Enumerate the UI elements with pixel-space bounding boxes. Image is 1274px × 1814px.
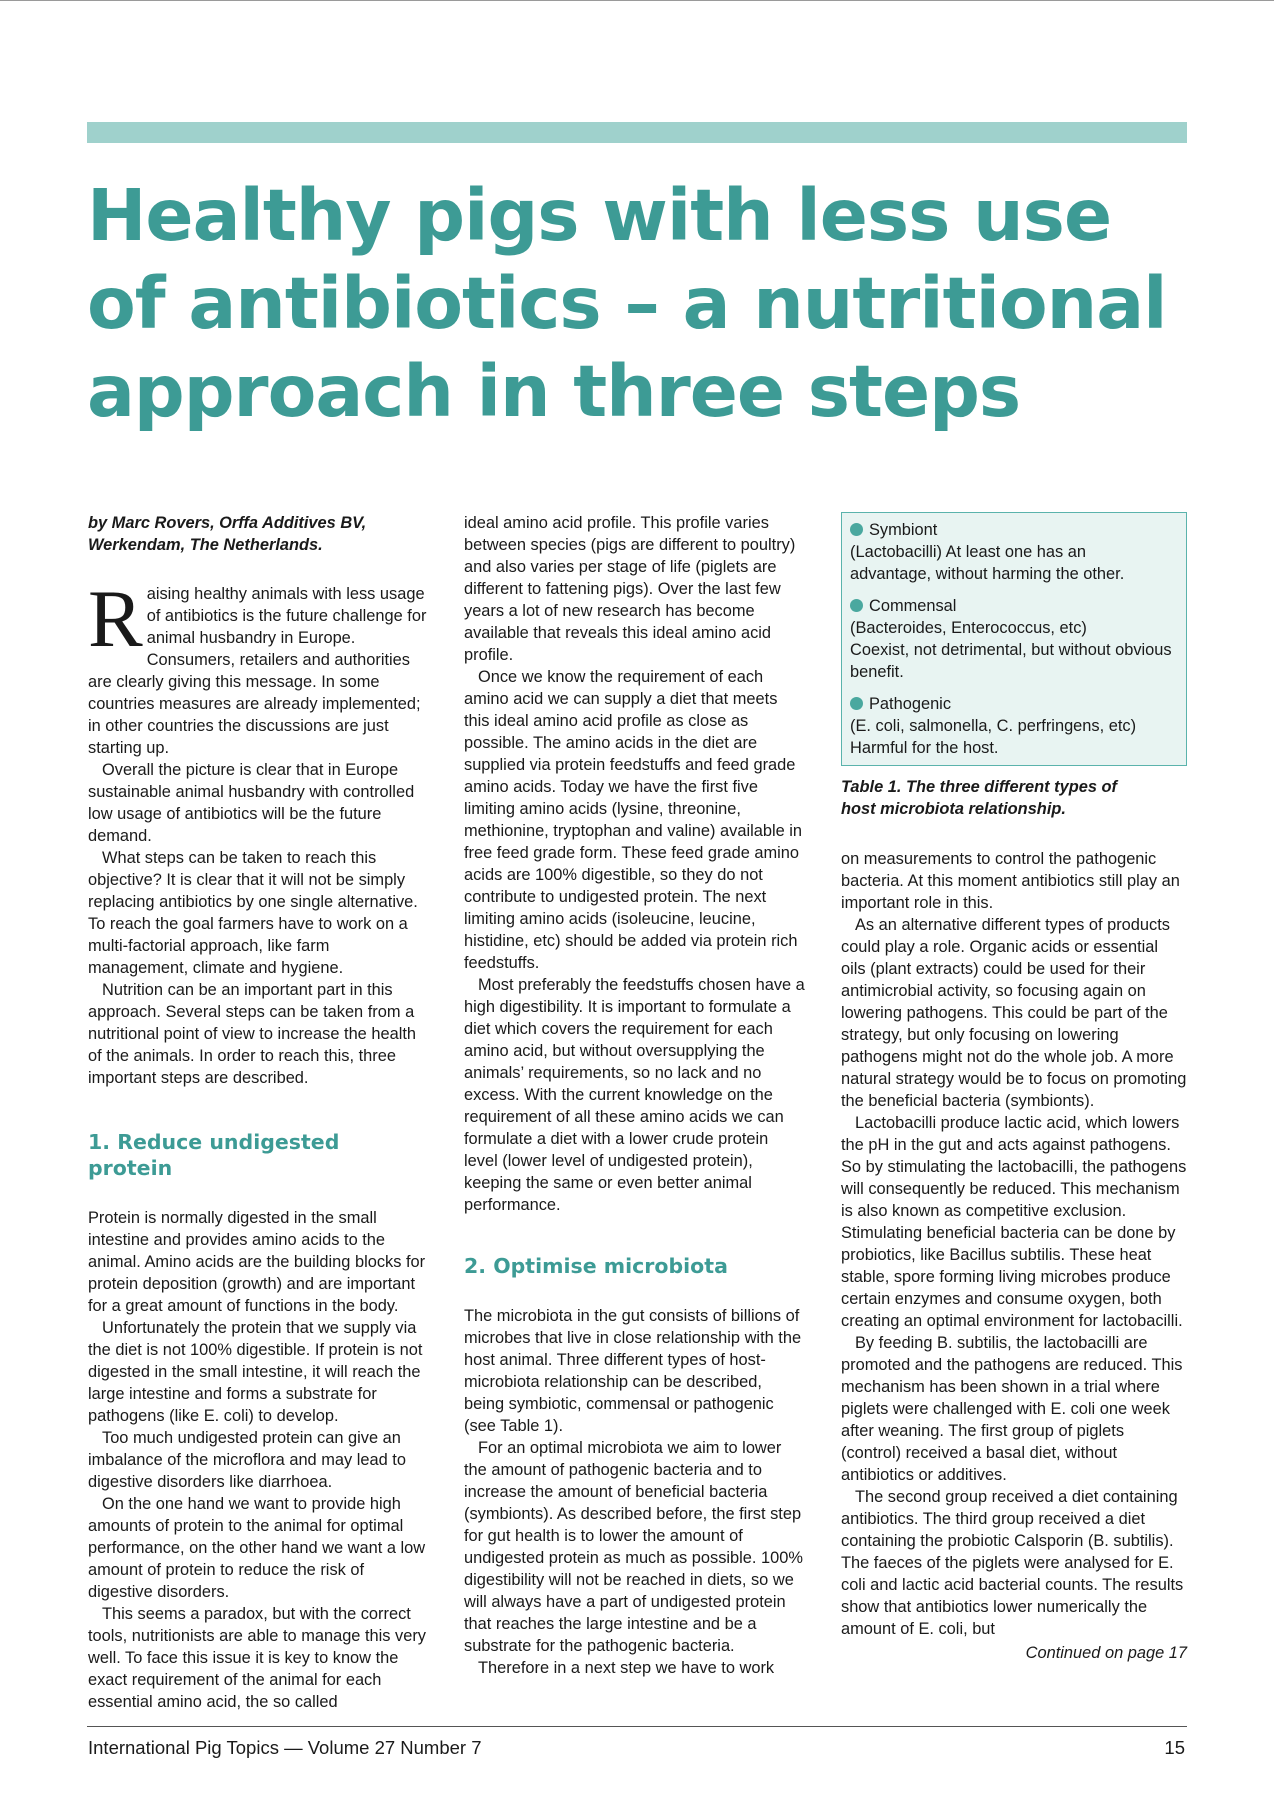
paragraph: Lactobacilli produce lactic acid, which lowers the pH in the gut and acts against pathogens. So by stimulating the lactobacilli, the pathogens will consequently be reduced. This mechanism is also known as competitive exclusion. Stimulating beneficial bacteria can be done by probiotics, like Bacillus subtilis. These heat stable, spore forming living microbes produce certain enzymes and consume oxygen, both creating an optimal environment for lactobacilli. [841,1114,1187,1330]
paragraph: Unfortunately the protein that we supply via the diet is not 100% digestible. If protein is not digested in the small intestine, it will reach the large intestine and forms a substrate for pathogens (like E. coli) to develop. [88,1319,423,1425]
paragraph: What steps can be taken to reach this objective? It is clear that it will not be simply replacing antibiotics by one single alternative. To reach the goal farmers have to work on a multi-factorial approach, like farm management, climate and hygiene. [88,849,418,977]
intro-text: aising healthy animals with less usage of antibiotics is the future challenge for animal husbandry in Europe. Consumers, retailers and authorities are clearly giving this message. In some countries measures are already implemented; in other countries the discussions are just starting up. [88,585,427,757]
page-number: 15 [1164,1737,1185,1758]
paragraph: Overall the picture is clear that in Europe sustainable animal husbandry with controlled low usage of antibiotics will be the future demand. [88,761,415,845]
paragraph: Most preferably the feedstuffs chosen have a high digestibility. It is important to formulate a diet which covers the requirement for each amino acid, but without oversupplying the animals’ requirements, so no lack and no excess. With the current knowledge on the requirement of all these amino acids we can formulate a diet with a lower crude protein level (lower level of undigested protein), keeping the same or even better animal performance. [464,976,805,1214]
relationship-name: Symbiont [869,521,938,539]
relationship-name: Commensal [869,597,957,615]
caption-line: Table 1. The three different types of [841,778,1117,796]
list-item [850,595,1178,683]
relationship-detail: (Bacteroides, Enterococcus, etc) [850,619,1087,637]
page-title: Healthy pigs with less use of antibiotics – a nutritional approach in three steps [87,174,1167,433]
paragraph: By feeding B. subtilis, the lactobacilli are promoted and the pathogens are reduced. This mechanism has been shown in a trial where piglets were challenged with E. coli one week after weaning. The first group of piglets (control) received a basal diet, without antibiotics or additives. [841,1334,1183,1484]
paragraph: The microbiota in the gut consists of billions of microbes that live in close relationship with the host animal. Three different types of host-microbiota relationship can be described, being symbiotic, commensal or pathogenic (see Table 1). [464,1307,802,1435]
relationship-name: Pathogenic [869,695,952,713]
paragraph: Too much undigested protein can give an imbalance of the microflora and may lead to digestive disorders like diarrhoea. [88,1429,406,1491]
relationship-detail: (E. coli, salmonella, C. perfringens, etc) [850,717,1137,735]
bullet-dot-icon [850,599,863,612]
accent-band [87,122,1187,143]
list-item [850,519,1178,585]
byline-line: by Marc Rovers, Orffa Additives BV, [88,514,367,532]
relationship-detail: (Lactobacilli) At least one has an [850,543,1086,561]
footer-publication: International Pig Topics — Volume 27 Number 7 [88,1737,482,1758]
column-1 [88,512,430,1713]
footer-rule [87,1726,1187,1727]
relationship-detail: Coexist, not detrimental, but without obvious benefit. [850,641,1172,681]
paragraph: Protein is normally digested in the small intestine and provides amino acids to the animal. Amino acids are the building blocks for protein deposition (growth) and are important for a great amount of functions in the body. [88,1209,426,1315]
dropcap: R [88,573,143,664]
bullet-dot-icon [850,697,863,710]
section-heading: 1. Reduce undigested protein [88,1130,340,1180]
paragraph: For an optimal microbiota we aim to lower the amount of pathogenic bacteria and to increase the amount of beneficial bacteria (symbionts). As described before, the first step for gut health is to lower the amount of undigested protein as much as possible. 100% digestibility will not be reached in diets, so we will always have a part of undigested protein that reaches the large intestine and be a substrate for the pathogenic bacteria. [464,1439,803,1655]
paragraph: The second group received a diet containing antibiotics. The third group received a diet containing the probiotic Calsporin (B. subtilis). The faeces of the piglets were analysed for E. coli and lactic acid bacterial counts. The results show that antibiotics lower numerically the amount of E. coli, but [841,1488,1184,1638]
byline [88,512,430,556]
list-item [850,693,1178,759]
byline-line: Werkendam, The Netherlands. [88,536,323,554]
intro-paragraph [88,573,430,759]
paragraph: On the one hand we want to provide high amounts of protein to the animal for optimal performance, on the other hand we want a low amount of protein to reduce the risk of digestive disorders. [88,1495,426,1601]
column-3 [841,512,1187,1664]
relationship-detail: advantage, without harming the other. [850,565,1125,583]
continued-note: Continued on page 17 [1025,1644,1187,1662]
paragraph: Once we know the requirement of each amino acid we can supply a diet that meets this ideal amino acid profile as close as possible. The amino acids in the diet are supplied via protein feedstuffs and feed grade amino acids. Today we have the first five limiting amino acids (lysine, threonine, methionine, tryptophan and valine) available in free feed grade form. These feed grade amino acids are 100% digestible, so they do not contribute to undigested protein. The next limiting amino acids (isoleucine, leucine, histidine, etc) should be added via protein rich feedstuffs. [464,668,803,972]
section-heading: 2. Optimise microbiota [464,1254,728,1278]
relationship-detail: Harmful for the host. [850,739,999,757]
paragraph: on measurements to control the pathogenic bacteria. At this moment antibiotics still play an important role in this. [841,850,1180,912]
paragraph: As an alternative different types of products could play a role. Organic acids or essential oils (plant extracts) could be used for their antimicrobial activity, so focusing again on lowering pathogens. This could be part of the strategy, but only focusing on lowering pathogens might not do the whole job. A more natural strategy would be to focus on promoting the beneficial bacteria (symbionts). [841,916,1187,1110]
table-caption [841,776,1187,820]
paragraph: Nutrition can be an important part in this approach. Several steps can be taken from a nutritional point of view to increase the health of the animals. In order to reach this, three important steps are described. [88,981,417,1087]
caption-line: host microbiota relationship. [841,800,1066,818]
table-1-box [841,512,1187,766]
paragraph: Therefore in a next step we have to work [478,1659,775,1677]
bullet-dot-icon [850,523,863,536]
top-rule [0,0,1274,1]
paragraph: This seems a paradox, but with the correct tools, nutritionists are able to manage this very well. To face this issue it is key to know the exact requirement of the animal for each essential amino acid, the so called [88,1605,427,1711]
paragraph: ideal amino acid profile. This profile varies between species (pigs are different to poultry) and also varies per stage of life (piglets are different to fattening pigs). Over the last few years a lot of new research has become available that reveals this ideal amino acid profile. [464,514,796,664]
column-2 [464,512,806,1679]
